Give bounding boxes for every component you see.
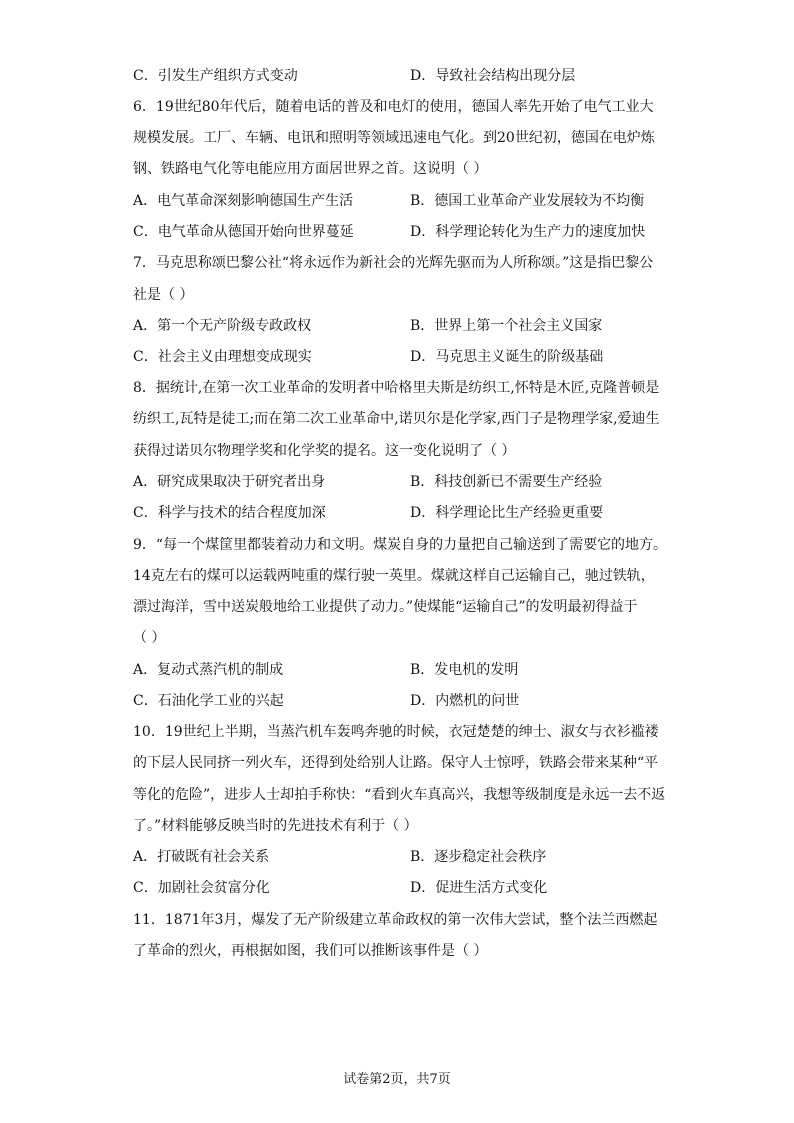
q8-stem-line: 获得过诺贝尔物理学奖和化学奖的提名。这一变化说明了（ ）	[133, 443, 516, 459]
q10-stem-line: 10．19世纪上半期，当蒸汽机车轰鸣奔驰的时候，衣冠楚楚的绅士、淑女与衣衫褴褛	[133, 724, 659, 740]
q10-option-d: D．促进生活方式变化	[410, 880, 548, 896]
q8-stem-line: 8．据统计,在第一次工业革命的发明者中哈格里夫斯是纺织工,怀特是木匠,克隆普顿是	[133, 380, 660, 396]
q7-option-a: A．第一个无产阶级专政政权	[133, 318, 312, 334]
q6-option-d: D．科学理论转化为生产力的速度加快	[410, 224, 646, 240]
q8-stem-line: 纺织工,瓦特是徒工;而在第二次工业革命中,诺贝尔是化学家,西门子是物理学家,爱迪生	[133, 411, 660, 427]
q5-option-d: D．导致社会结构出现分层	[410, 68, 576, 84]
q9-option-c: C．石油化学工业的兴起	[133, 693, 284, 709]
q9-stem-line: （ ）	[133, 630, 166, 646]
q7-stem-line: 7．马克思称颂巴黎公社“将永远作为新社会的光辉先驱而为人所称颂。”这是指巴黎公	[133, 255, 654, 271]
q6-stem-line: 6．19世纪80年代后，随着电话的普及和电灯的使用，德国人率先开始了电气工业大	[133, 99, 654, 115]
q6-stem-line: 规模发展。工厂、车辆、电讯和照明等领域迅速电气化。到20世纪初，德国在电炉炼	[133, 130, 655, 146]
q9-stem-line: 漂过海洋，雪中送炭般地给工业提供了动力。”使煤能“运输自己”的发明最初得益于	[133, 599, 638, 615]
q9-stem-line: 14克左右的煤可以运载两吨重的煤行驶一英里。煤就这样自己运输自己，驰过铁轨，	[133, 568, 655, 584]
q7-option-d: D．马克思主义诞生的阶级基础	[410, 349, 604, 365]
q10-option-a: A．打破既有社会关系	[133, 849, 270, 865]
q8-option-a: A．研究成果取决于研究者出身	[133, 474, 326, 490]
q9-stem-line: 9．“每一个煤筐里都装着动力和文明。煤炭自身的力量把自己输送到了需要它的地方。	[133, 537, 668, 553]
q9-option-b: B．发电机的发明	[410, 662, 519, 678]
q10-option-c: C．加剧社会贫富分化	[133, 880, 270, 896]
q6-option-a: A．电气革命深刻影响德国生产生活	[133, 193, 354, 209]
page-footer: 试卷第2页，共7页	[343, 1072, 451, 1087]
q7-option-b: B．世界上第一个社会主义国家	[410, 318, 603, 334]
q8-option-d: D．科学理论比生产经验更重要	[410, 505, 604, 521]
q9-option-a: A．复动式蒸汽机的制成	[133, 662, 284, 678]
q11-stem-line: 11．1871年3月，爆发了无产阶级建立革命政权的第一次伟大尝试，整个法兰西燃起	[133, 912, 658, 928]
q9-option-d: D．内燃机的问世	[410, 693, 520, 709]
q10-stem-line: 的下层人民同挤一列火车，还得到处给别人让路。保守人士惊呼，铁路会带来某种“平	[133, 755, 659, 771]
q7-option-c: C．社会主义由理想变成现实	[133, 349, 312, 365]
q6-stem-line: 钢、铁路电气化等电能应用方面居世界之首。这说明（ ）	[133, 161, 488, 177]
q6-option-b: B．德国工业革命产业发展较为不均衡	[410, 193, 645, 209]
q10-option-b: B．逐步稳定社会秩序	[410, 849, 547, 865]
q7-stem-line: 社是（ ）	[133, 287, 194, 303]
q5-option-c: C．引发生产组织方式变动	[133, 68, 298, 84]
q8-option-b: B．科技创新已不需要生产经验	[410, 474, 603, 490]
q11-stem-line: 了革命的烈火，再根据如图，我们可以推断该事件是（ ）	[133, 943, 488, 959]
q6-option-c: C．电气革命从德国开始向世界蔓延	[133, 224, 354, 240]
q10-stem-line: 等化的危险”，进步人士却拍手称快：“看到火车真高兴，我想等级制度是永远一去不返	[133, 787, 666, 803]
q8-option-c: C．科学与技术的结合程度加深	[133, 505, 326, 521]
q10-stem-line: 了。”材料能够反映当时的先进技术有利于（ ）	[133, 818, 418, 834]
